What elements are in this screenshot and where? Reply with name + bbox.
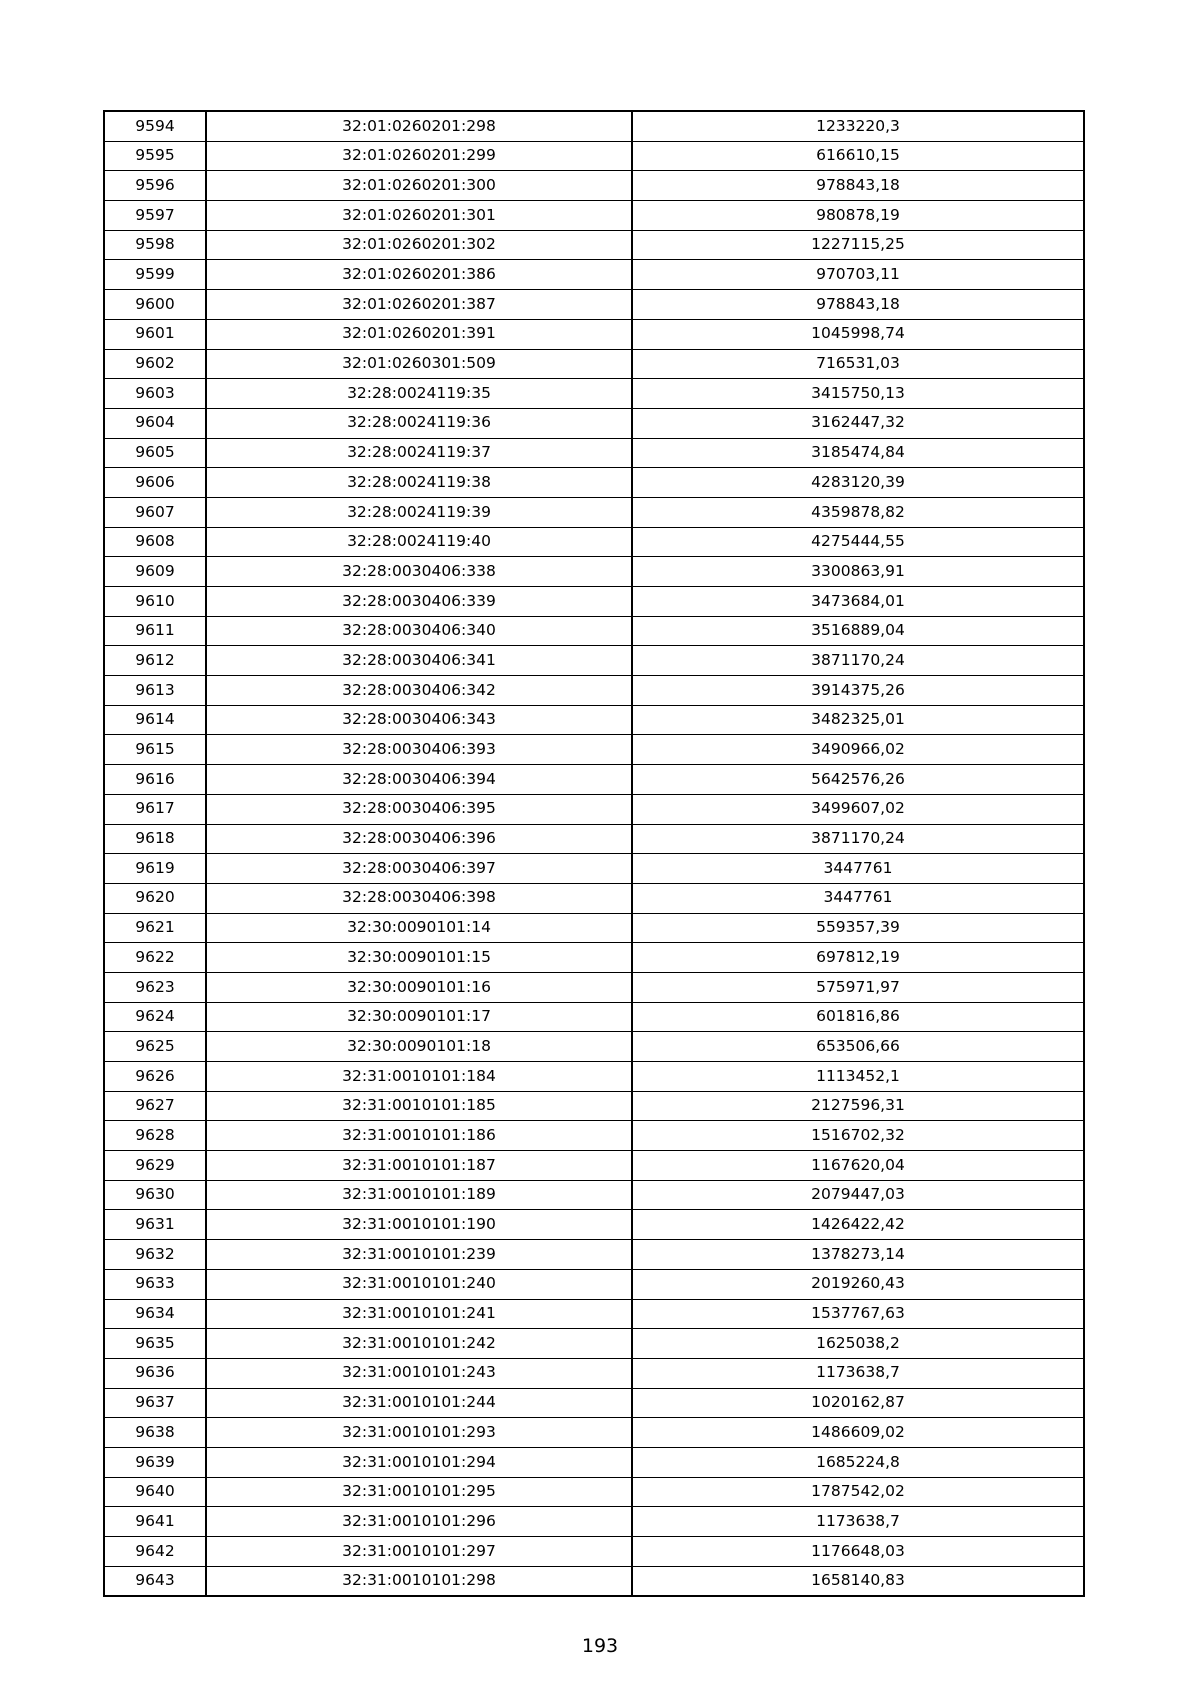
- cadastral-number-cell: 32:31:0010101:189: [206, 1180, 632, 1210]
- table-row: [104, 497, 1084, 527]
- row-number-cell: 9643: [104, 1566, 206, 1596]
- cadastral-value-cell: 1020162,87: [632, 1388, 1084, 1418]
- table-row: [104, 1240, 1084, 1270]
- cadastral-number-cell: 32:01:0260201:302: [206, 230, 632, 260]
- cadastral-value-cell: 2079447,03: [632, 1180, 1084, 1210]
- table-row: [104, 1151, 1084, 1181]
- row-number-cell: 9596: [104, 171, 206, 201]
- cadastral-number-cell: 32:31:0010101:240: [206, 1269, 632, 1299]
- row-number-cell: 9638: [104, 1418, 206, 1448]
- table-row: [104, 1447, 1084, 1477]
- table-row: [104, 349, 1084, 379]
- cadastral-number-cell: 32:28:0030406:394: [206, 765, 632, 795]
- cadastral-number-cell: 32:31:0010101:294: [206, 1447, 632, 1477]
- table-row: [104, 1507, 1084, 1537]
- row-number-cell: 9609: [104, 557, 206, 587]
- cadastral-number-cell: 32:28:0024119:38: [206, 468, 632, 498]
- cadastral-value-cell: 2127596,31: [632, 1091, 1084, 1121]
- cadastral-number-cell: 32:28:0030406:341: [206, 646, 632, 676]
- cadastral-number-cell: 32:31:0010101:184: [206, 1062, 632, 1092]
- table-row: [104, 408, 1084, 438]
- table-row: [104, 1121, 1084, 1151]
- row-number-cell: 9615: [104, 735, 206, 765]
- cadastral-value-cell: 3447761: [632, 854, 1084, 884]
- row-number-cell: 9599: [104, 260, 206, 290]
- table-row: [104, 913, 1084, 943]
- table-row: [104, 1210, 1084, 1240]
- table-row: [104, 824, 1084, 854]
- table-row: [104, 943, 1084, 973]
- row-number-cell: 9604: [104, 408, 206, 438]
- cadastral-number-cell: 32:28:0030406:339: [206, 587, 632, 617]
- cadastral-number-cell: 32:01:0260201:387: [206, 290, 632, 320]
- cadastral-value-cell: 653506,66: [632, 1032, 1084, 1062]
- row-number-cell: 9608: [104, 527, 206, 557]
- table-row: [104, 1418, 1084, 1448]
- cadastral-value-cell: 3871170,24: [632, 646, 1084, 676]
- cadastral-value-cell: 1685224,8: [632, 1447, 1084, 1477]
- row-number-cell: 9640: [104, 1477, 206, 1507]
- cadastral-number-cell: 32:28:0030406:338: [206, 557, 632, 587]
- row-number-cell: 9619: [104, 854, 206, 884]
- cadastral-number-cell: 32:31:0010101:241: [206, 1299, 632, 1329]
- cadastral-number-cell: 32:28:0030406:393: [206, 735, 632, 765]
- table-row: [104, 171, 1084, 201]
- row-number-cell: 9618: [104, 824, 206, 854]
- row-number-cell: 9622: [104, 943, 206, 973]
- table-row: [104, 854, 1084, 884]
- cadastral-value-cell: 3415750,13: [632, 379, 1084, 409]
- row-number-cell: 9629: [104, 1151, 206, 1181]
- cadastral-value-cell: 4359878,82: [632, 497, 1084, 527]
- cadastral-number-cell: 32:30:0090101:18: [206, 1032, 632, 1062]
- cadastral-value-cell: 1516702,32: [632, 1121, 1084, 1151]
- cadastral-number-cell: 32:28:0030406:395: [206, 794, 632, 824]
- cadastral-value-cell: 3914375,26: [632, 676, 1084, 706]
- cadastral-value-cell: 575971,97: [632, 972, 1084, 1002]
- cadastral-number-cell: 32:31:0010101:239: [206, 1240, 632, 1270]
- cadastral-number-cell: 32:01:0260201:299: [206, 141, 632, 171]
- cadastral-number-cell: 32:31:0010101:293: [206, 1418, 632, 1448]
- row-number-cell: 9633: [104, 1269, 206, 1299]
- cadastral-value-cell: 3473684,01: [632, 587, 1084, 617]
- row-number-cell: 9613: [104, 676, 206, 706]
- cadastral-value-cell: 4283120,39: [632, 468, 1084, 498]
- row-number-cell: 9639: [104, 1447, 206, 1477]
- cadastral-value-cell: 5642576,26: [632, 765, 1084, 795]
- cadastral-value-cell: 978843,18: [632, 171, 1084, 201]
- table-row: [104, 676, 1084, 706]
- cadastral-number-cell: 32:28:0030406:396: [206, 824, 632, 854]
- table-row: [104, 379, 1084, 409]
- table-row: [104, 794, 1084, 824]
- row-number-cell: 9631: [104, 1210, 206, 1240]
- cadastral-value-cell: 1227115,25: [632, 230, 1084, 260]
- cadastral-number-cell: 32:28:0030406:342: [206, 676, 632, 706]
- row-number-cell: 9614: [104, 705, 206, 735]
- table-row: [104, 468, 1084, 498]
- row-number-cell: 9600: [104, 290, 206, 320]
- cadastral-number-cell: 32:01:0260301:509: [206, 349, 632, 379]
- table-row: [104, 290, 1084, 320]
- cadastral-number-cell: 32:30:0090101:14: [206, 913, 632, 943]
- table-row: [104, 616, 1084, 646]
- cadastral-value-cell: 1173638,7: [632, 1358, 1084, 1388]
- cadastral-number-cell: 32:28:0030406:340: [206, 616, 632, 646]
- table-row: [104, 765, 1084, 795]
- row-number-cell: 9628: [104, 1121, 206, 1151]
- cadastral-value-cell: 1378273,14: [632, 1240, 1084, 1270]
- cadastral-number-cell: 32:31:0010101:190: [206, 1210, 632, 1240]
- row-number-cell: 9598: [104, 230, 206, 260]
- row-number-cell: 9617: [104, 794, 206, 824]
- cadastral-value-cell: 1167620,04: [632, 1151, 1084, 1181]
- row-number-cell: 9636: [104, 1358, 206, 1388]
- table-row: [104, 1032, 1084, 1062]
- row-number-cell: 9642: [104, 1537, 206, 1567]
- row-number-cell: 9612: [104, 646, 206, 676]
- row-number-cell: 9623: [104, 972, 206, 1002]
- cadastral-value-cell: 697812,19: [632, 943, 1084, 973]
- cadastral-number-cell: 32:31:0010101:243: [206, 1358, 632, 1388]
- table-row: [104, 438, 1084, 468]
- cadastral-value-cell: 3871170,24: [632, 824, 1084, 854]
- cadastral-value-cell: 3185474,84: [632, 438, 1084, 468]
- cadastral-value-cell: 601816,86: [632, 1002, 1084, 1032]
- cadastral-value-cell: 1045998,74: [632, 319, 1084, 349]
- table-row: [104, 972, 1084, 1002]
- cadastral-number-cell: 32:30:0090101:16: [206, 972, 632, 1002]
- cadastral-number-cell: 32:01:0260201:391: [206, 319, 632, 349]
- table-row: [104, 527, 1084, 557]
- row-number-cell: 9637: [104, 1388, 206, 1418]
- cadastral-number-cell: 32:28:0024119:40: [206, 527, 632, 557]
- table-body: [104, 111, 1084, 1596]
- cadastral-number-cell: 32:31:0010101:244: [206, 1388, 632, 1418]
- cadastral-value-cell: 1625038,2: [632, 1329, 1084, 1359]
- row-number-cell: 9594: [104, 111, 206, 141]
- row-number-cell: 9607: [104, 497, 206, 527]
- row-number-cell: 9610: [104, 587, 206, 617]
- table-row: [104, 319, 1084, 349]
- row-number-cell: 9606: [104, 468, 206, 498]
- row-number-cell: 9625: [104, 1032, 206, 1062]
- table-row: [104, 1062, 1084, 1092]
- cadastral-number-cell: 32:01:0260201:298: [206, 111, 632, 141]
- cadastral-number-cell: 32:28:0024119:37: [206, 438, 632, 468]
- table-row: [104, 705, 1084, 735]
- cadastral-number-cell: 32:31:0010101:242: [206, 1329, 632, 1359]
- table-row: [104, 1269, 1084, 1299]
- cadastral-value-cell: 616610,15: [632, 141, 1084, 171]
- cadastral-value-cell: 1173638,7: [632, 1507, 1084, 1537]
- table-row: [104, 1329, 1084, 1359]
- row-number-cell: 9620: [104, 883, 206, 913]
- table-row: [104, 1091, 1084, 1121]
- table-row: [104, 260, 1084, 290]
- cadastral-value-cell: 716531,03: [632, 349, 1084, 379]
- row-number-cell: 9626: [104, 1062, 206, 1092]
- cadastral-value-cell: 3499607,02: [632, 794, 1084, 824]
- row-number-cell: 9597: [104, 201, 206, 231]
- cadastral-value-cell: 3447761: [632, 883, 1084, 913]
- row-number-cell: 9634: [104, 1299, 206, 1329]
- cadastral-value-cell: 1486609,02: [632, 1418, 1084, 1448]
- cadastral-number-cell: 32:01:0260201:386: [206, 260, 632, 290]
- cadastral-number-cell: 32:31:0010101:187: [206, 1151, 632, 1181]
- cadastral-value-cell: 3516889,04: [632, 616, 1084, 646]
- cadastral-value-cell: 980878,19: [632, 201, 1084, 231]
- table-row: [104, 201, 1084, 231]
- table-row: [104, 1358, 1084, 1388]
- cadastral-value-cell: 4275444,55: [632, 527, 1084, 557]
- table-row: [104, 230, 1084, 260]
- cadastral-number-cell: 32:30:0090101:17: [206, 1002, 632, 1032]
- cadastral-value-cell: 1787542,02: [632, 1477, 1084, 1507]
- cadastral-number-cell: 32:28:0030406:343: [206, 705, 632, 735]
- row-number-cell: 9611: [104, 616, 206, 646]
- row-number-cell: 9621: [104, 913, 206, 943]
- cadastral-value-table: [103, 110, 1085, 1597]
- cadastral-value-cell: 1113452,1: [632, 1062, 1084, 1092]
- table-row: [104, 735, 1084, 765]
- cadastral-number-cell: 32:30:0090101:15: [206, 943, 632, 973]
- row-number-cell: 9601: [104, 319, 206, 349]
- cadastral-number-cell: 32:28:0030406:398: [206, 883, 632, 913]
- cadastral-value-cell: 3300863,91: [632, 557, 1084, 587]
- cadastral-number-cell: 32:31:0010101:185: [206, 1091, 632, 1121]
- cadastral-number-cell: 32:28:0024119:35: [206, 379, 632, 409]
- table-row: [104, 883, 1084, 913]
- cadastral-value-cell: 1658140,83: [632, 1566, 1084, 1596]
- cadastral-number-cell: 32:31:0010101:186: [206, 1121, 632, 1151]
- table-row: [104, 1477, 1084, 1507]
- cadastral-value-cell: 978843,18: [632, 290, 1084, 320]
- cadastral-value-cell: 559357,39: [632, 913, 1084, 943]
- row-number-cell: 9632: [104, 1240, 206, 1270]
- row-number-cell: 9616: [104, 765, 206, 795]
- cadastral-number-cell: 32:31:0010101:298: [206, 1566, 632, 1596]
- cadastral-number-cell: 32:31:0010101:295: [206, 1477, 632, 1507]
- table-row: [104, 587, 1084, 617]
- table-row: [104, 141, 1084, 171]
- table-row: [104, 111, 1084, 141]
- cadastral-value-cell: 3162447,32: [632, 408, 1084, 438]
- table-row: [104, 557, 1084, 587]
- cadastral-value-cell: 3490966,02: [632, 735, 1084, 765]
- cadastral-value-cell: 1537767,63: [632, 1299, 1084, 1329]
- cadastral-value-cell: 970703,11: [632, 260, 1084, 290]
- table-row: [104, 1180, 1084, 1210]
- row-number-cell: 9627: [104, 1091, 206, 1121]
- row-number-cell: 9602: [104, 349, 206, 379]
- row-number-cell: 9595: [104, 141, 206, 171]
- cadastral-number-cell: 32:01:0260201:301: [206, 201, 632, 231]
- row-number-cell: 9630: [104, 1180, 206, 1210]
- cadastral-number-cell: 32:31:0010101:296: [206, 1507, 632, 1537]
- table-row: [104, 1299, 1084, 1329]
- table-row: [104, 1537, 1084, 1567]
- cadastral-number-cell: 32:28:0024119:36: [206, 408, 632, 438]
- cadastral-number-cell: 32:31:0010101:297: [206, 1537, 632, 1567]
- table-row: [104, 1002, 1084, 1032]
- row-number-cell: 9624: [104, 1002, 206, 1032]
- page-number: 193: [581, 1635, 619, 1657]
- row-number-cell: 9603: [104, 379, 206, 409]
- row-number-cell: 9635: [104, 1329, 206, 1359]
- row-number-cell: 9641: [104, 1507, 206, 1537]
- table-row: [104, 1566, 1084, 1596]
- cadastral-value-cell: 1176648,03: [632, 1537, 1084, 1567]
- cadastral-number-cell: 32:28:0030406:397: [206, 854, 632, 884]
- cadastral-value-cell: 2019260,43: [632, 1269, 1084, 1299]
- cadastral-value-cell: 1233220,3: [632, 111, 1084, 141]
- row-number-cell: 9605: [104, 438, 206, 468]
- table-row: [104, 1388, 1084, 1418]
- cadastral-number-cell: 32:28:0024119:39: [206, 497, 632, 527]
- cadastral-value-cell: 1426422,42: [632, 1210, 1084, 1240]
- cadastral-number-cell: 32:01:0260201:300: [206, 171, 632, 201]
- cadastral-value-cell: 3482325,01: [632, 705, 1084, 735]
- table-row: [104, 646, 1084, 676]
